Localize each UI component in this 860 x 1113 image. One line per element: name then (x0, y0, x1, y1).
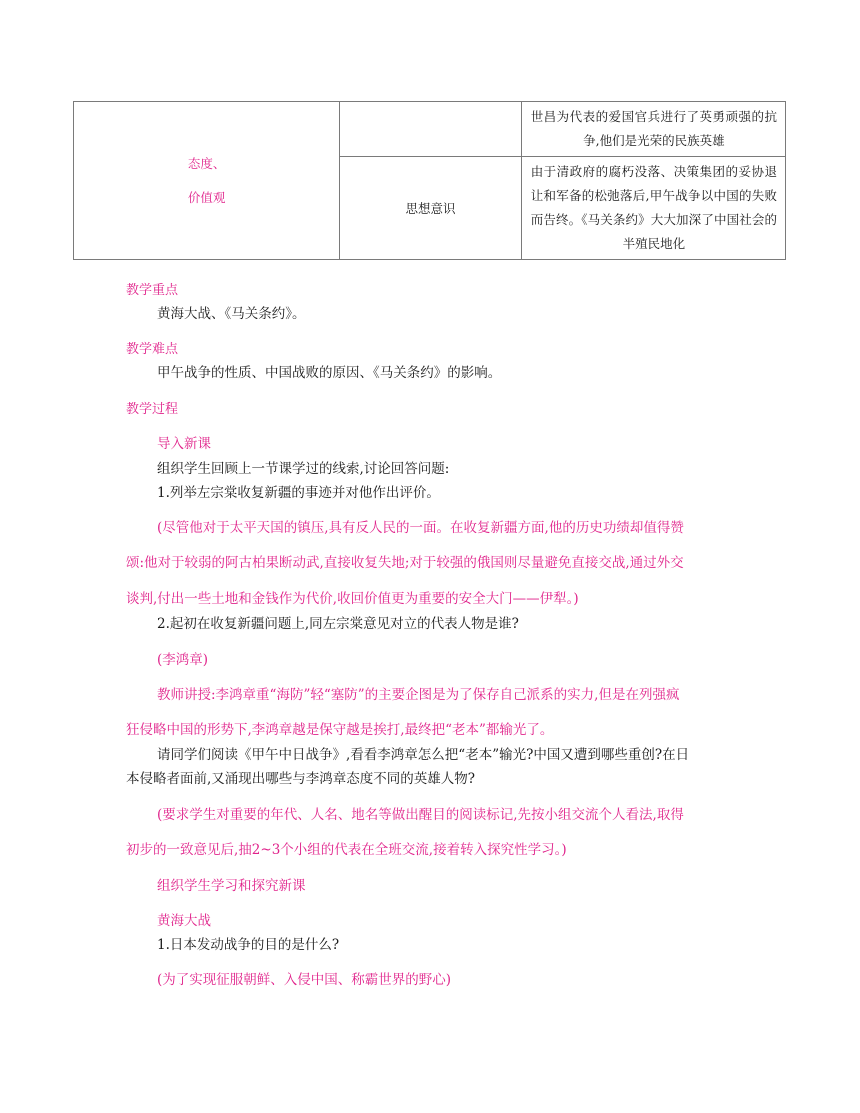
answer-1-line-2: 颂:他对于较弱的阿古柏果断动武,直接收复失地;对于较强的俄国则尽量避免直接交战,通过外交 (126, 555, 684, 571)
difficulties-heading: 教学难点 (126, 342, 179, 357)
content-text: 由于清政府的腐朽没落、决策集团的妥协退让和军备的松弛落后,甲午战争以中国的失败而告终。《马关条约》大大加深了中国社会的半殖民地化 (530, 164, 777, 251)
objectives-table (73, 101, 786, 260)
study-question-1: 1.日本发动战争的目的是什么? (157, 937, 340, 953)
aspect-cell: 思想意识 (340, 157, 521, 260)
intro-subheading: 导入新课 (157, 436, 211, 452)
key-points-heading: 教学重点 (126, 283, 179, 298)
process-heading: 教学过程 (126, 402, 179, 417)
content-text: 世昌为代表的爱国官兵进行了英勇顽强的抗争,他们是光荣的民族英雄 (530, 109, 777, 148)
reading-task-line-1: 请同学们阅读《甲午中日战争》,看看李鸿章怎么把“老本”输光?中国又遭到哪些重创?在日 (157, 747, 690, 763)
question-1: 1.列举左宗棠收复新疆的事迹并对他作出评价。 (157, 485, 440, 501)
answer-1-line-1: (尽管他对于太平天国的镇压,具有反人民的一面。在收复新疆方面,他的历史功绩却值得赞 (157, 520, 684, 536)
aspect-cell-empty (340, 102, 521, 157)
category-line-1: 态度、 (187, 155, 226, 171)
content-cell (521, 102, 785, 157)
study-answer-1: (为了实现征服朝鲜、入侵中国、称霸世界的野心) (157, 972, 452, 988)
table-row (74, 102, 786, 157)
reading-task-line-2: 本侵略者面前,又涌现出哪些与李鸿章态度不同的英雄人物? (126, 771, 476, 787)
key-points-text: 黄海大战、《马关条约》。 (157, 306, 306, 322)
reading-note-line-2: 初步的一致意见后,抽2~3个小组的代表在全班交流,接着转入探究性学习。) (126, 842, 567, 858)
reading-note-line-1: (要求学生对重要的年代、人名、地名等做出醒目的阅读标记,先按小组交流个人看法,取得 (157, 807, 684, 823)
answer-2: (李鸿章) (157, 652, 209, 668)
topic-heading: 黄海大战 (157, 913, 211, 929)
study-subheading: 组织学生学习和探究新课 (157, 878, 306, 894)
answer-1-line-3: 谈判,付出一些土地和金钱作为代价,收回价值更为重要的安全大门——伊犁。) (126, 591, 579, 607)
category-cell (74, 102, 340, 260)
category-line-2: 价值观 (187, 189, 226, 205)
intro-prompt: 组织学生回顾上一节课学过的线索,讨论回答问题: (157, 461, 450, 477)
teacher-explain-line-2: 狂侵略中国的形势下,李鸿章越是保守越是挨打,最终把“老本”都输光了。 (126, 722, 554, 738)
content-cell (521, 157, 785, 260)
question-2: 2.起初在收复新疆问题上,同左宗棠意见对立的代表人物是谁? (157, 616, 519, 632)
teacher-explain-line-1: 教师讲授:李鸿章重“海防”轻“塞防”的主要企图是为了保存自己派系的实力,但是在列强疯 (157, 687, 680, 703)
difficulties-text: 甲午战争的性质、中国战败的原因、《马关条约》的影响。 (157, 365, 502, 381)
